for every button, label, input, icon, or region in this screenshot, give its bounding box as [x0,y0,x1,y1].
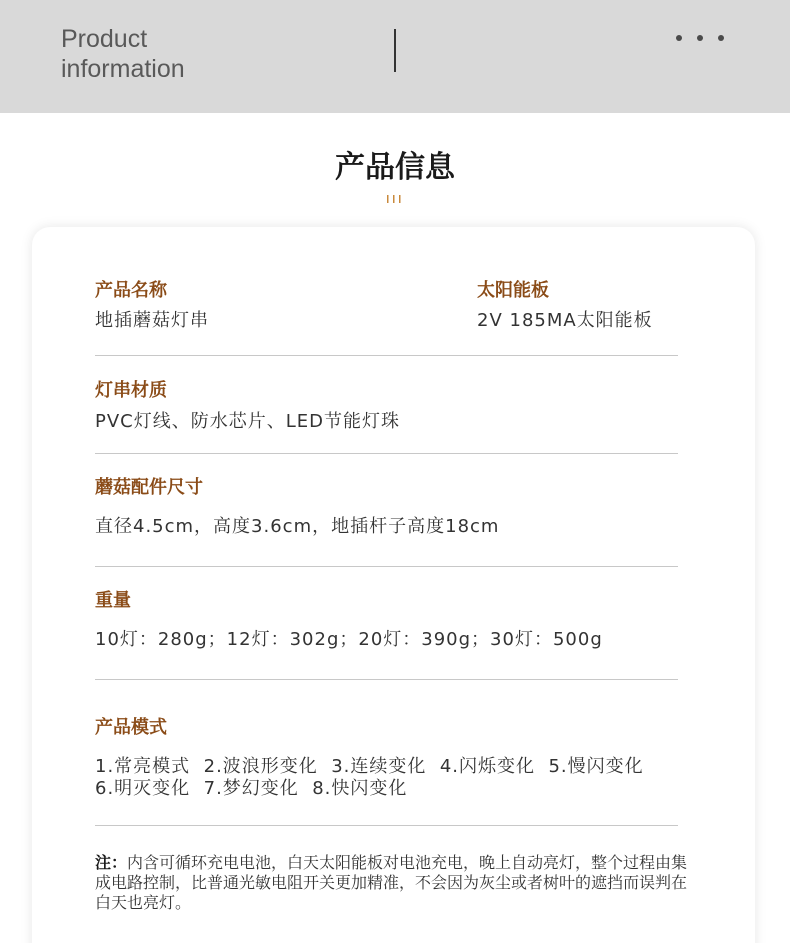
note-prefix: 注： [95,853,128,872]
divider-5 [95,825,678,826]
material-value: PVC灯线、防水芯片、LED节能灯珠 [95,411,400,432]
divider-4 [95,679,678,680]
weight-value: 10灯：280g；12灯：302g；20灯：390g；30灯：500g [95,629,603,650]
dot-2 [697,35,703,41]
size-value: 直径4.5cm，高度3.6cm，地插杆子高度18cm [95,516,500,537]
more-dots-icon[interactable] [676,35,724,41]
weight-label: 重量 [95,590,131,611]
name-value: 地插蘑菇灯串 [95,310,209,331]
note-paragraph [95,853,695,913]
name-label: 产品名称 [95,280,167,301]
mode-line-2: 6.明灭变化 7.梦幻变化 8.快闪变化 [95,778,408,799]
size-label: 蘑菇配件尺寸 [95,477,203,498]
dot-3 [718,35,724,41]
note-text: 内含可循环充电电池，白天太阳能板对电池充电，晚上自动亮灯，整个过程由集成电路控制，比普通光敏电阻开关更加精准，不会因为灰尘或者树叶的遮挡而误判在白天也亮灯。 [95,853,688,912]
mode-line-1: 1.常亮模式 2.波浪形变化 3.连续变化 4.闪烁变化 5.慢闪变化 [95,756,644,777]
brand-line-2: information [61,55,185,83]
panel-label: 太阳能板 [477,280,549,301]
mode-label: 产品模式 [95,717,167,738]
mode-value [95,756,644,800]
title-ornament-icon [387,194,401,204]
divider-3 [95,566,678,567]
brand-line-1: Product [61,25,148,53]
material-label: 灯串材质 [95,380,167,401]
header-divider [394,29,396,72]
divider-2 [95,453,678,454]
divider-1 [95,355,678,356]
spec-card [32,227,755,943]
section-title: 产品信息 [335,150,455,185]
brand-text [61,24,185,84]
dot-1 [676,35,682,41]
panel-value: 2V 185MA太阳能板 [477,310,653,331]
